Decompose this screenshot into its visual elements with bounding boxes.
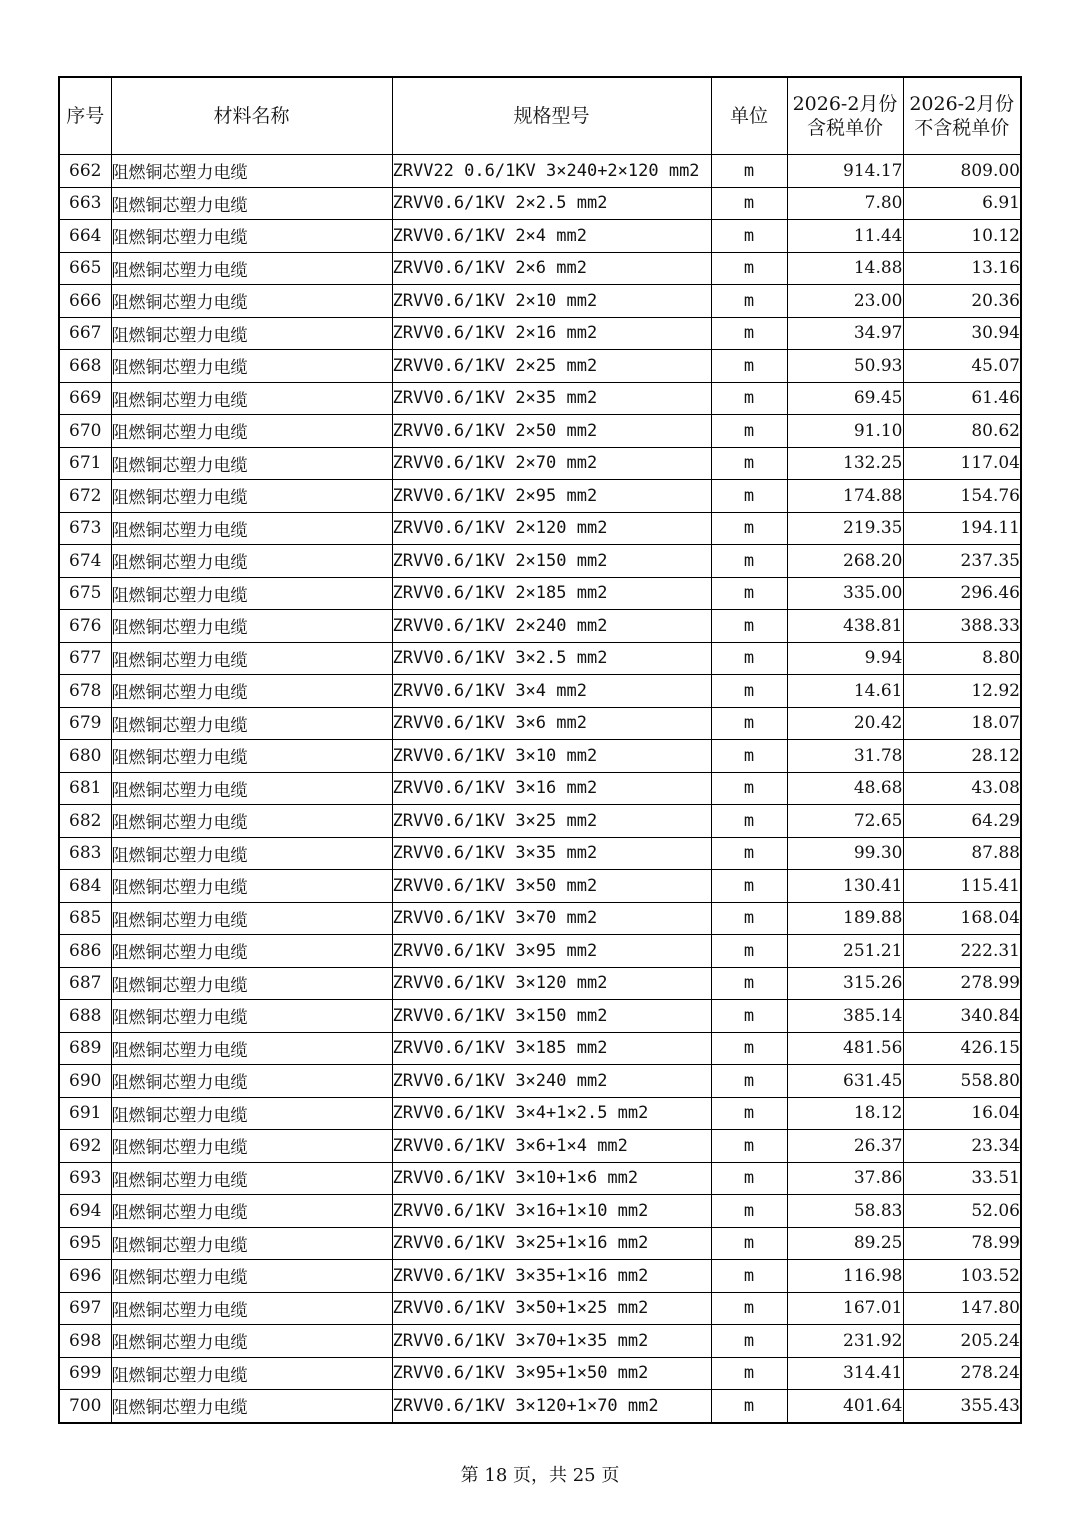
cell-spec: ZRVV0.6/1KV 3×120+1×70 mm2: [392, 1390, 711, 1423]
cell-spec: ZRVV0.6/1KV 3×10 mm2: [392, 740, 711, 773]
cell-price-tax: 631.45: [787, 1065, 903, 1098]
cell-spec: ZRVV0.6/1KV 3×95 mm2: [392, 935, 711, 968]
table-row: [59, 1162, 1021, 1195]
cell-spec: ZRVV0.6/1KV 3×16 mm2: [392, 772, 711, 805]
cell-price-notax: 194.11: [903, 512, 1021, 545]
cell-unit: m: [711, 187, 787, 220]
cell-unit: m: [711, 1065, 787, 1098]
cell-spec: ZRVV0.6/1KV 2×2.5 mm2: [392, 187, 711, 220]
cell-price-tax: 72.65: [787, 805, 903, 838]
cell-unit: m: [711, 1292, 787, 1325]
cell-unit: m: [711, 415, 787, 448]
cell-no: 699: [59, 1357, 111, 1390]
table-row: [59, 1032, 1021, 1065]
cell-material-name: 阻燃铜芯塑力电缆: [111, 317, 392, 350]
cell-unit: m: [711, 967, 787, 1000]
cell-material-name: 阻燃铜芯塑力电缆: [111, 1162, 392, 1195]
table-row: [59, 870, 1021, 903]
cell-no: 662: [59, 155, 111, 188]
cell-unit: m: [711, 902, 787, 935]
cell-unit: m: [711, 610, 787, 643]
cell-material-name: 阻燃铜芯塑力电缆: [111, 285, 392, 318]
table-row: [59, 415, 1021, 448]
cell-unit: m: [711, 1195, 787, 1228]
cell-unit: m: [711, 1097, 787, 1130]
cell-no: 671: [59, 447, 111, 480]
cell-price-notax: 80.62: [903, 415, 1021, 448]
cell-price-notax: 28.12: [903, 740, 1021, 773]
cell-unit: m: [711, 480, 787, 513]
cell-no: 692: [59, 1130, 111, 1163]
cell-price-notax: 426.15: [903, 1032, 1021, 1065]
cell-price-notax: 388.33: [903, 610, 1021, 643]
cell-price-tax: 58.83: [787, 1195, 903, 1228]
cell-material-name: 阻燃铜芯塑力电缆: [111, 675, 392, 708]
cell-material-name: 阻燃铜芯塑力电缆: [111, 1390, 392, 1423]
cell-price-notax: 8.80: [903, 642, 1021, 675]
cell-spec: ZRVV0.6/1KV 2×50 mm2: [392, 415, 711, 448]
cell-price-notax: 30.94: [903, 317, 1021, 350]
table-row: [59, 707, 1021, 740]
cell-price-tax: 14.61: [787, 675, 903, 708]
page-footer: 第 18 页，共 25 页: [460, 1465, 620, 1486]
cell-price-notax: 558.80: [903, 1065, 1021, 1098]
cell-price-tax: 914.17: [787, 155, 903, 188]
cell-spec: ZRVV0.6/1KV 2×185 mm2: [392, 577, 711, 610]
cell-price-tax: 385.14: [787, 1000, 903, 1033]
cell-spec: ZRVV0.6/1KV 2×95 mm2: [392, 480, 711, 513]
cell-spec: ZRVV0.6/1KV 2×10 mm2: [392, 285, 711, 318]
cell-price-notax: 115.41: [903, 870, 1021, 903]
cell-price-tax: 69.45: [787, 382, 903, 415]
cell-spec: ZRVV0.6/1KV 3×25+1×16 mm2: [392, 1227, 711, 1260]
header-price-notax-line1: 2026-2月份: [909, 93, 1015, 115]
cell-material-name: 阻燃铜芯塑力电缆: [111, 772, 392, 805]
cell-spec: ZRVV0.6/1KV 2×120 mm2: [392, 512, 711, 545]
cell-price-tax: 11.44: [787, 220, 903, 253]
cell-price-notax: 13.16: [903, 252, 1021, 285]
table-row: [59, 837, 1021, 870]
table-row: [59, 545, 1021, 578]
cell-price-notax: 20.36: [903, 285, 1021, 318]
cell-spec: ZRVV0.6/1KV 3×4 mm2: [392, 675, 711, 708]
cell-no: 678: [59, 675, 111, 708]
cell-price-notax: 12.92: [903, 675, 1021, 708]
cell-no: 670: [59, 415, 111, 448]
cell-material-name: 阻燃铜芯塑力电缆: [111, 512, 392, 545]
cell-spec: ZRVV0.6/1KV 3×70 mm2: [392, 902, 711, 935]
cell-price-tax: 89.25: [787, 1227, 903, 1260]
cell-no: 673: [59, 512, 111, 545]
cell-no: 683: [59, 837, 111, 870]
cell-unit: m: [711, 220, 787, 253]
cell-material-name: 阻燃铜芯塑力电缆: [111, 902, 392, 935]
cell-unit: m: [711, 1130, 787, 1163]
cell-spec: ZRVV0.6/1KV 3×6+1×4 mm2: [392, 1130, 711, 1163]
cell-price-notax: 809.00: [903, 155, 1021, 188]
cell-price-tax: 251.21: [787, 935, 903, 968]
cell-no: 690: [59, 1065, 111, 1098]
cell-material-name: 阻燃铜芯塑力电缆: [111, 805, 392, 838]
cell-no: 677: [59, 642, 111, 675]
cell-unit: m: [711, 1032, 787, 1065]
cell-price-notax: 147.80: [903, 1292, 1021, 1325]
cell-spec: ZRVV22 0.6/1KV 3×240+2×120 mm2: [392, 155, 711, 188]
cell-unit: m: [711, 317, 787, 350]
table-row: [59, 1195, 1021, 1228]
cell-no: 664: [59, 220, 111, 253]
cell-price-tax: 401.64: [787, 1390, 903, 1423]
cell-material-name: 阻燃铜芯塑力电缆: [111, 545, 392, 578]
table-row: [59, 642, 1021, 675]
cell-spec: ZRVV0.6/1KV 3×16+1×10 mm2: [392, 1195, 711, 1228]
cell-unit: m: [711, 772, 787, 805]
cell-spec: ZRVV0.6/1KV 3×95+1×50 mm2: [392, 1357, 711, 1390]
cell-no: 667: [59, 317, 111, 350]
table-row: [59, 1325, 1021, 1358]
cell-material-name: 阻燃铜芯塑力电缆: [111, 252, 392, 285]
table-row: [59, 382, 1021, 415]
cell-price-notax: 64.29: [903, 805, 1021, 838]
table-row: [59, 1227, 1021, 1260]
cell-material-name: 阻燃铜芯塑力电缆: [111, 1130, 392, 1163]
cell-spec: ZRVV0.6/1KV 3×10+1×6 mm2: [392, 1162, 711, 1195]
cell-spec: ZRVV0.6/1KV 2×25 mm2: [392, 350, 711, 383]
cell-price-tax: 167.01: [787, 1292, 903, 1325]
cell-spec: ZRVV0.6/1KV 3×35 mm2: [392, 837, 711, 870]
cell-no: 687: [59, 967, 111, 1000]
header-price-tax-line1: 2026-2月份: [792, 93, 898, 115]
cell-material-name: 阻燃铜芯塑力电缆: [111, 1000, 392, 1033]
cell-spec: ZRVV0.6/1KV 2×70 mm2: [392, 447, 711, 480]
cell-price-tax: 116.98: [787, 1260, 903, 1293]
cell-material-name: 阻燃铜芯塑力电缆: [111, 935, 392, 968]
cell-price-notax: 340.84: [903, 1000, 1021, 1033]
cell-price-notax: 33.51: [903, 1162, 1021, 1195]
cell-material-name: 阻燃铜芯塑力电缆: [111, 577, 392, 610]
cell-material-name: 阻燃铜芯塑力电缆: [111, 220, 392, 253]
cell-price-tax: 26.37: [787, 1130, 903, 1163]
cell-material-name: 阻燃铜芯塑力电缆: [111, 480, 392, 513]
cell-no: 691: [59, 1097, 111, 1130]
cell-unit: m: [711, 805, 787, 838]
cell-spec: ZRVV0.6/1KV 2×6 mm2: [392, 252, 711, 285]
cell-unit: m: [711, 1390, 787, 1423]
cell-material-name: 阻燃铜芯塑力电缆: [111, 1097, 392, 1130]
cell-no: 681: [59, 772, 111, 805]
cell-spec: ZRVV0.6/1KV 3×4+1×2.5 mm2: [392, 1097, 711, 1130]
cell-price-notax: 18.07: [903, 707, 1021, 740]
cell-price-notax: 168.04: [903, 902, 1021, 935]
header-price-tax-line2: 含税单价: [806, 117, 883, 139]
table-row: [59, 447, 1021, 480]
header-price-notax-line2: 不含税单价: [914, 117, 1010, 139]
cell-price-notax: 78.99: [903, 1227, 1021, 1260]
cell-no: 695: [59, 1227, 111, 1260]
cell-unit: m: [711, 740, 787, 773]
table-row: [59, 187, 1021, 220]
cell-material-name: 阻燃铜芯塑力电缆: [111, 1325, 392, 1358]
cell-unit: m: [711, 837, 787, 870]
cell-price-notax: 296.46: [903, 577, 1021, 610]
cell-unit: m: [711, 155, 787, 188]
cell-no: 682: [59, 805, 111, 838]
cell-price-tax: 37.86: [787, 1162, 903, 1195]
cell-no: 680: [59, 740, 111, 773]
cell-no: 694: [59, 1195, 111, 1228]
cell-material-name: 阻燃铜芯塑力电缆: [111, 707, 392, 740]
cell-no: 665: [59, 252, 111, 285]
cell-no: 666: [59, 285, 111, 318]
cell-price-tax: 7.80: [787, 187, 903, 220]
cell-price-tax: 314.41: [787, 1357, 903, 1390]
cell-price-notax: 154.76: [903, 480, 1021, 513]
cell-price-tax: 268.20: [787, 545, 903, 578]
table-row: [59, 285, 1021, 318]
cell-price-notax: 237.35: [903, 545, 1021, 578]
cell-price-notax: 278.24: [903, 1357, 1021, 1390]
cell-price-notax: 103.52: [903, 1260, 1021, 1293]
table-row: [59, 675, 1021, 708]
cell-material-name: 阻燃铜芯塑力电缆: [111, 350, 392, 383]
cell-material-name: 阻燃铜芯塑力电缆: [111, 642, 392, 675]
table-body: [59, 155, 1021, 1423]
cell-no: 696: [59, 1260, 111, 1293]
cell-unit: m: [711, 675, 787, 708]
cell-no: 686: [59, 935, 111, 968]
cell-price-tax: 14.88: [787, 252, 903, 285]
header-unit: 单位: [711, 77, 787, 155]
cell-no: 685: [59, 902, 111, 935]
cell-unit: m: [711, 252, 787, 285]
header-row: [59, 77, 1021, 155]
cell-material-name: 阻燃铜芯塑力电缆: [111, 1227, 392, 1260]
cell-no: 663: [59, 187, 111, 220]
cell-unit: m: [711, 350, 787, 383]
cell-price-notax: 87.88: [903, 837, 1021, 870]
cell-spec: ZRVV0.6/1KV 2×240 mm2: [392, 610, 711, 643]
cell-unit: m: [711, 1325, 787, 1358]
cell-no: 693: [59, 1162, 111, 1195]
cell-unit: m: [711, 1000, 787, 1033]
cell-spec: ZRVV0.6/1KV 3×6 mm2: [392, 707, 711, 740]
cell-unit: m: [711, 707, 787, 740]
cell-price-tax: 9.94: [787, 642, 903, 675]
cell-spec: ZRVV0.6/1KV 2×16 mm2: [392, 317, 711, 350]
cell-no: 688: [59, 1000, 111, 1033]
cell-price-tax: 91.10: [787, 415, 903, 448]
cell-unit: m: [711, 870, 787, 903]
cell-price-notax: 205.24: [903, 1325, 1021, 1358]
cell-no: 674: [59, 545, 111, 578]
cell-spec: ZRVV0.6/1KV 2×35 mm2: [392, 382, 711, 415]
cell-unit: m: [711, 512, 787, 545]
cell-spec: ZRVV0.6/1KV 3×50 mm2: [392, 870, 711, 903]
cell-price-tax: 18.12: [787, 1097, 903, 1130]
header-spec: 规格型号: [392, 77, 711, 155]
cell-no: 668: [59, 350, 111, 383]
cell-price-tax: 31.78: [787, 740, 903, 773]
cell-spec: ZRVV0.6/1KV 3×25 mm2: [392, 805, 711, 838]
cell-price-tax: 189.88: [787, 902, 903, 935]
cell-no: 675: [59, 577, 111, 610]
cell-price-notax: 10.12: [903, 220, 1021, 253]
cell-material-name: 阻燃铜芯塑力电缆: [111, 837, 392, 870]
table-row: [59, 740, 1021, 773]
table-row: [59, 772, 1021, 805]
cell-price-notax: 43.08: [903, 772, 1021, 805]
cell-price-notax: 6.91: [903, 187, 1021, 220]
cell-no: 697: [59, 1292, 111, 1325]
cell-price-notax: 222.31: [903, 935, 1021, 968]
price-table: [58, 76, 1022, 1424]
table-row: [59, 577, 1021, 610]
cell-material-name: 阻燃铜芯塑力电缆: [111, 1357, 392, 1390]
cell-price-tax: 315.26: [787, 967, 903, 1000]
cell-unit: m: [711, 1260, 787, 1293]
cell-price-tax: 23.00: [787, 285, 903, 318]
table-row: [59, 512, 1021, 545]
cell-spec: ZRVV0.6/1KV 2×4 mm2: [392, 220, 711, 253]
cell-unit: m: [711, 285, 787, 318]
table-row: [59, 252, 1021, 285]
table-row: [59, 1130, 1021, 1163]
cell-material-name: 阻燃铜芯塑力电缆: [111, 155, 392, 188]
cell-price-notax: 16.04: [903, 1097, 1021, 1130]
cell-spec: ZRVV0.6/1KV 3×70+1×35 mm2: [392, 1325, 711, 1358]
table-row: [59, 967, 1021, 1000]
table-row: [59, 155, 1021, 188]
table-row: [59, 902, 1021, 935]
cell-price-notax: 117.04: [903, 447, 1021, 480]
cell-material-name: 阻燃铜芯塑力电缆: [111, 1292, 392, 1325]
cell-price-tax: 99.30: [787, 837, 903, 870]
cell-no: 700: [59, 1390, 111, 1423]
cell-material-name: 阻燃铜芯塑力电缆: [111, 870, 392, 903]
table-row: [59, 220, 1021, 253]
cell-no: 676: [59, 610, 111, 643]
header-no: 序号: [59, 77, 111, 155]
table-row: [59, 1097, 1021, 1130]
cell-price-tax: 48.68: [787, 772, 903, 805]
cell-price-notax: 45.07: [903, 350, 1021, 383]
cell-material-name: 阻燃铜芯塑力电缆: [111, 1032, 392, 1065]
table-row: [59, 350, 1021, 383]
cell-material-name: 阻燃铜芯塑力电缆: [111, 415, 392, 448]
cell-price-notax: 278.99: [903, 967, 1021, 1000]
cell-price-tax: 219.35: [787, 512, 903, 545]
cell-material-name: 阻燃铜芯塑力电缆: [111, 382, 392, 415]
table-row: [59, 1357, 1021, 1390]
cell-no: 672: [59, 480, 111, 513]
cell-unit: m: [711, 447, 787, 480]
header-price-tax: [787, 77, 903, 155]
cell-spec: ZRVV0.6/1KV 2×150 mm2: [392, 545, 711, 578]
cell-price-tax: 335.00: [787, 577, 903, 610]
cell-no: 684: [59, 870, 111, 903]
cell-price-tax: 20.42: [787, 707, 903, 740]
cell-price-tax: 438.81: [787, 610, 903, 643]
cell-price-notax: 61.46: [903, 382, 1021, 415]
cell-price-tax: 481.56: [787, 1032, 903, 1065]
cell-no: 679: [59, 707, 111, 740]
cell-unit: m: [711, 642, 787, 675]
cell-price-tax: 231.92: [787, 1325, 903, 1358]
table-row: [59, 317, 1021, 350]
table-row: [59, 1260, 1021, 1293]
table-row: [59, 1292, 1021, 1325]
cell-material-name: 阻燃铜芯塑力电缆: [111, 610, 392, 643]
cell-unit: m: [711, 577, 787, 610]
cell-material-name: 阻燃铜芯塑力电缆: [111, 967, 392, 1000]
cell-spec: ZRVV0.6/1KV 3×50+1×25 mm2: [392, 1292, 711, 1325]
table-row: [59, 1065, 1021, 1098]
table-row: [59, 610, 1021, 643]
table-row: [59, 935, 1021, 968]
cell-unit: m: [711, 935, 787, 968]
cell-material-name: 阻燃铜芯塑力电缆: [111, 447, 392, 480]
cell-spec: ZRVV0.6/1KV 3×150 mm2: [392, 1000, 711, 1033]
cell-price-tax: 34.97: [787, 317, 903, 350]
table-row: [59, 480, 1021, 513]
header-name: 材料名称: [111, 77, 392, 155]
cell-unit: m: [711, 382, 787, 415]
cell-material-name: 阻燃铜芯塑力电缆: [111, 1195, 392, 1228]
cell-unit: m: [711, 545, 787, 578]
cell-price-tax: 50.93: [787, 350, 903, 383]
cell-price-notax: 23.34: [903, 1130, 1021, 1163]
header-price-notax: [903, 77, 1021, 155]
cell-price-tax: 132.25: [787, 447, 903, 480]
cell-no: 669: [59, 382, 111, 415]
cell-no: 689: [59, 1032, 111, 1065]
cell-spec: ZRVV0.6/1KV 3×185 mm2: [392, 1032, 711, 1065]
cell-spec: ZRVV0.6/1KV 3×240 mm2: [392, 1065, 711, 1098]
table-header: [59, 77, 1021, 155]
cell-no: 698: [59, 1325, 111, 1358]
table-row: [59, 805, 1021, 838]
cell-spec: ZRVV0.6/1KV 3×2.5 mm2: [392, 642, 711, 675]
cell-unit: m: [711, 1357, 787, 1390]
cell-material-name: 阻燃铜芯塑力电缆: [111, 1260, 392, 1293]
cell-spec: ZRVV0.6/1KV 3×120 mm2: [392, 967, 711, 1000]
cell-price-notax: 52.06: [903, 1195, 1021, 1228]
cell-price-tax: 130.41: [787, 870, 903, 903]
cell-unit: m: [711, 1162, 787, 1195]
cell-spec: ZRVV0.6/1KV 3×35+1×16 mm2: [392, 1260, 711, 1293]
cell-price-notax: 355.43: [903, 1390, 1021, 1423]
cell-material-name: 阻燃铜芯塑力电缆: [111, 740, 392, 773]
cell-unit: m: [711, 1227, 787, 1260]
table-row: [59, 1000, 1021, 1033]
table-row: [59, 1390, 1021, 1423]
cell-material-name: 阻燃铜芯塑力电缆: [111, 187, 392, 220]
cell-price-tax: 174.88: [787, 480, 903, 513]
cell-material-name: 阻燃铜芯塑力电缆: [111, 1065, 392, 1098]
